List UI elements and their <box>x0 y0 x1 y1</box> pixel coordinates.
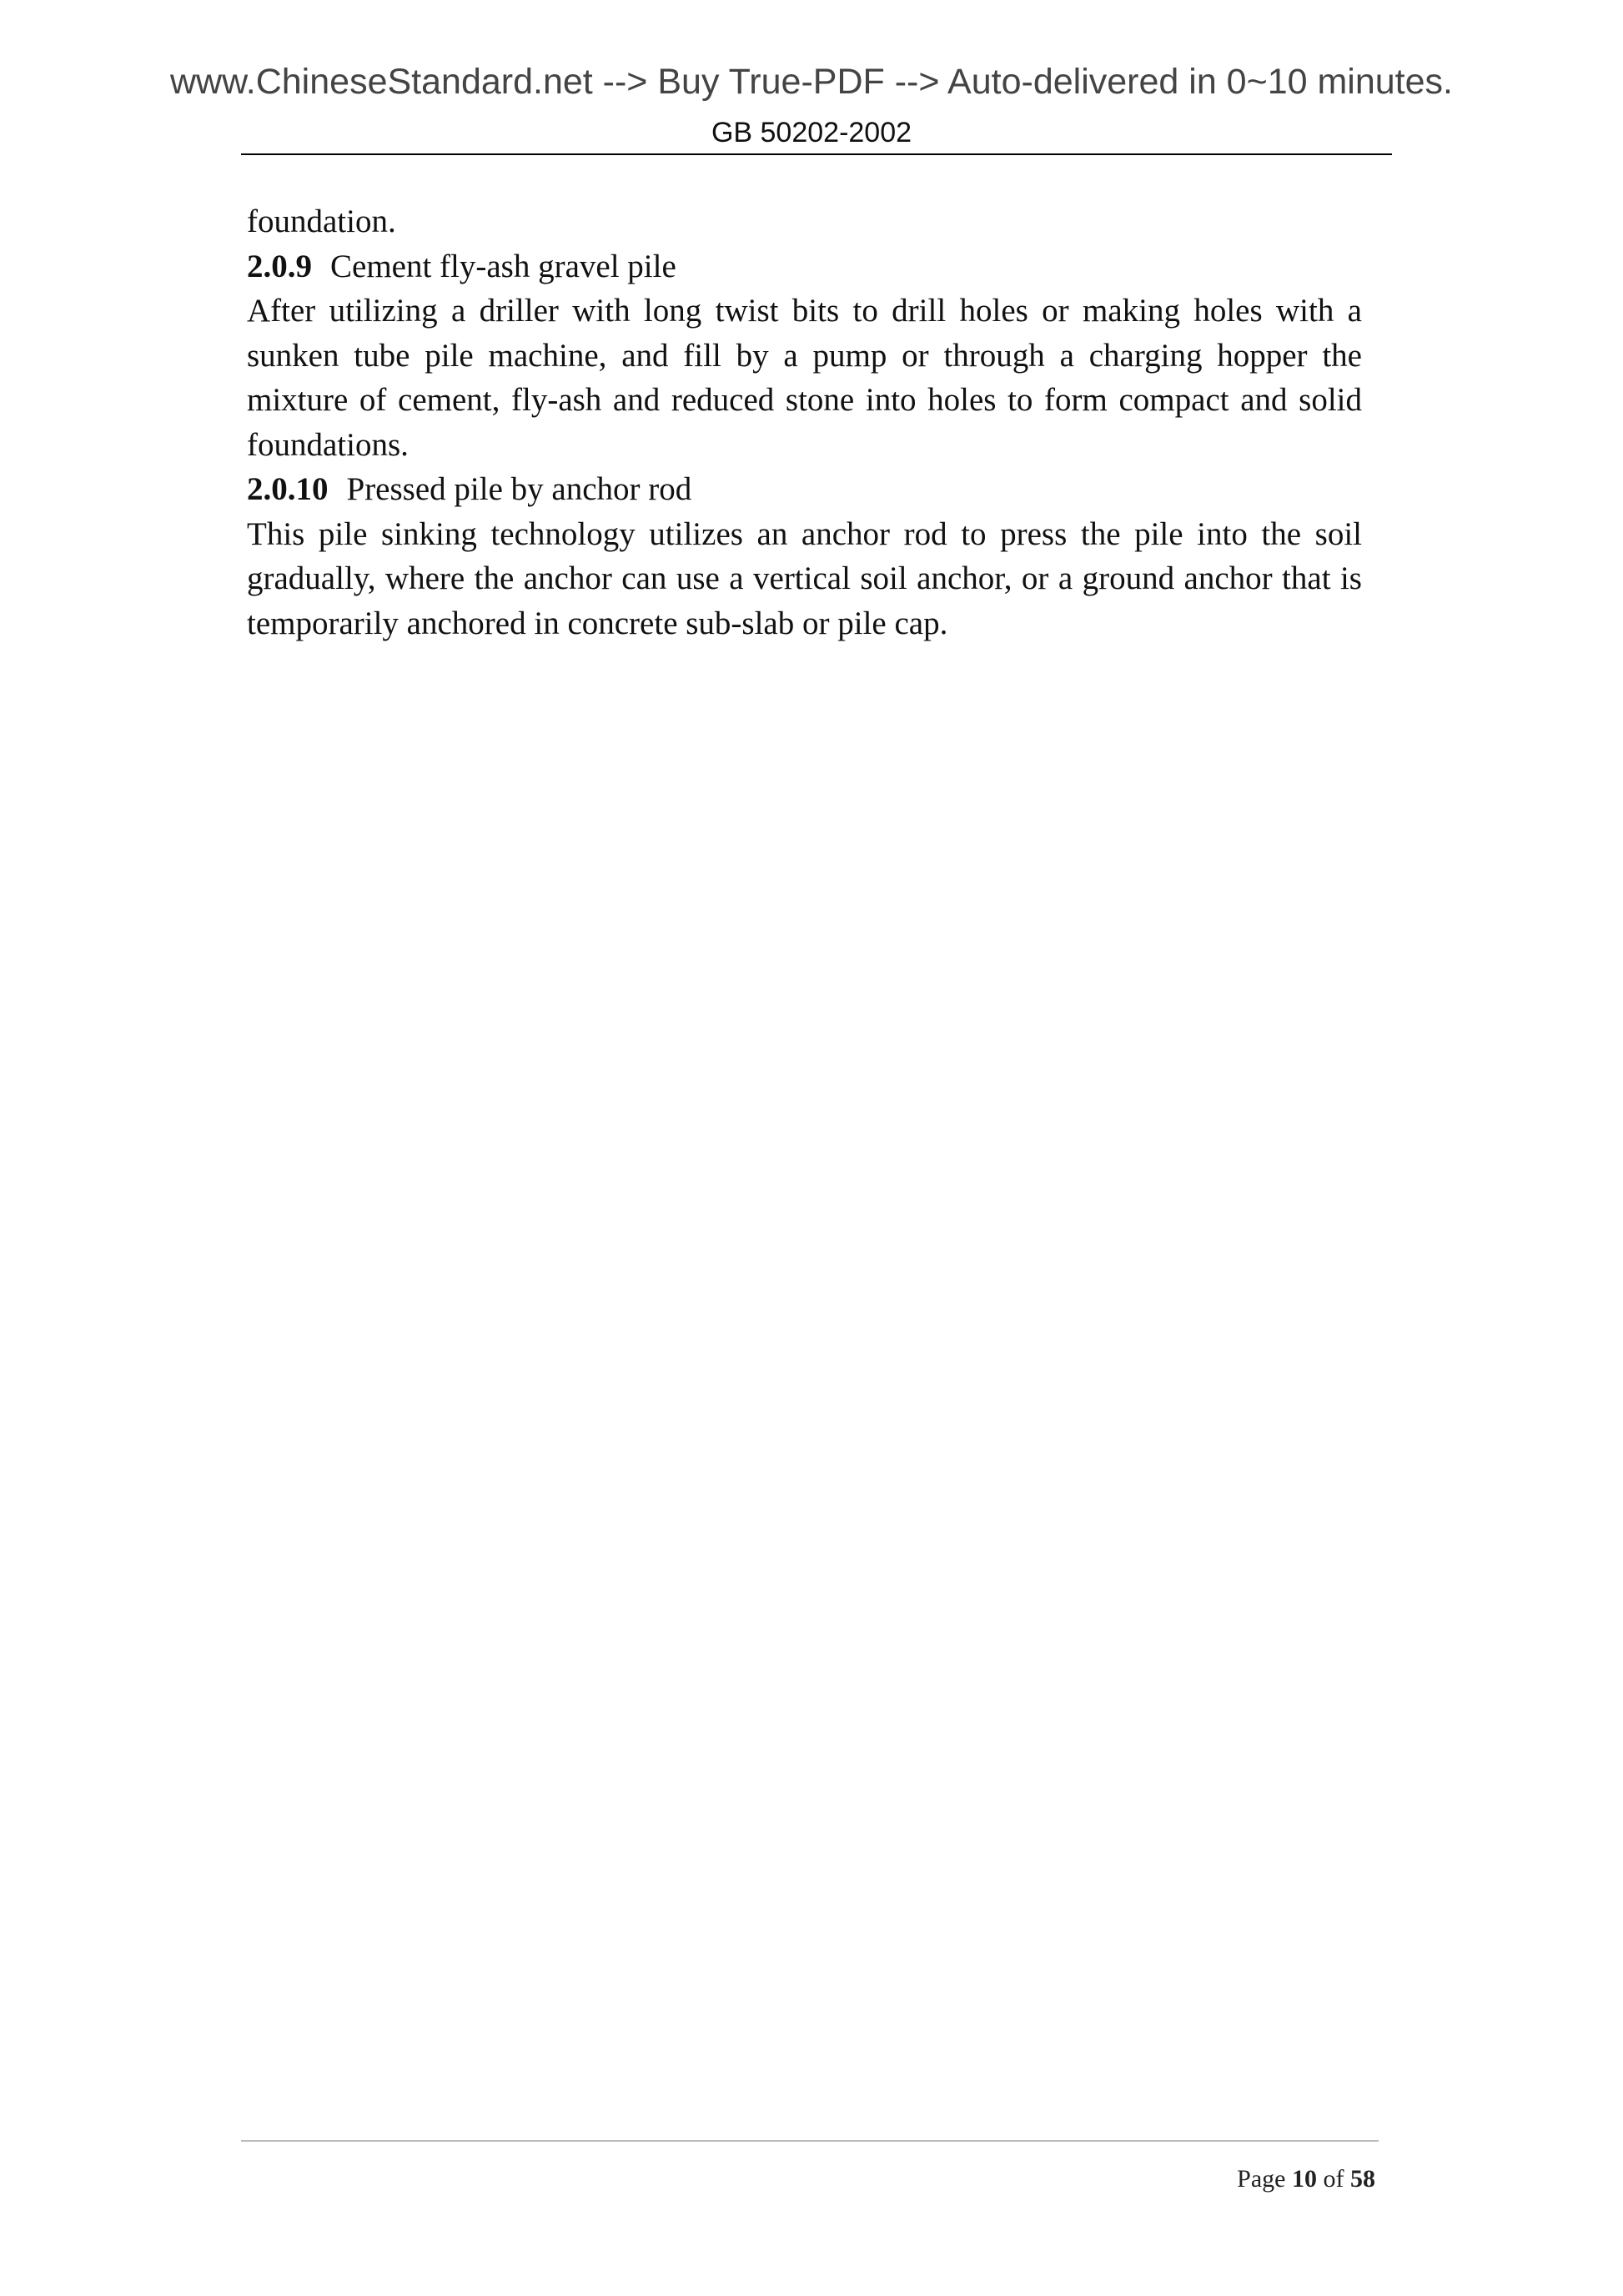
page-prefix: Page <box>1237 2165 1286 2193</box>
page-total: 58 <box>1350 2165 1375 2193</box>
clause-title: Cement fly-ash gravel pile <box>330 248 676 284</box>
clause-text-2-0-10: This pile sinking technology utilizes an anchor rod to press the pile into the soil gradually, where the anchor can use a vertical soil anchor, or a ground anchor that is temporarily anchored in concrete sub-slab or pile cap. <box>247 515 1362 641</box>
page-number: 10 <box>1292 2165 1317 2193</box>
clause-heading-2-0-9 <box>247 244 1362 289</box>
clause-title: Pressed pile by anchor rod <box>346 471 692 507</box>
page-of: of <box>1323 2165 1344 2193</box>
header-divider <box>241 153 1392 155</box>
document-body <box>247 199 1362 646</box>
standard-code: GB 50202-2002 <box>711 117 912 148</box>
footer-divider <box>241 2140 1379 2142</box>
clause-number: 2.0.10 <box>247 471 329 507</box>
clause-heading-2-0-10 <box>247 467 1362 512</box>
continuation-text: foundation. <box>247 203 396 239</box>
page-footer <box>1084 2165 1375 2193</box>
clause-number: 2.0.9 <box>247 248 312 284</box>
site-banner: www.ChineseStandard.net --> Buy True-PDF --> Auto-delivered in 0~10 minutes. <box>169 62 1453 102</box>
clause-text-2-0-9: After utilizing a driller with long twist bits to drill holes or making holes with a sunken tube pile machine, and fill by a pump or through a charging hopper the mixture of cement, fly-ash and reduced stone into holes to form compact and solid foundations. <box>247 293 1362 463</box>
